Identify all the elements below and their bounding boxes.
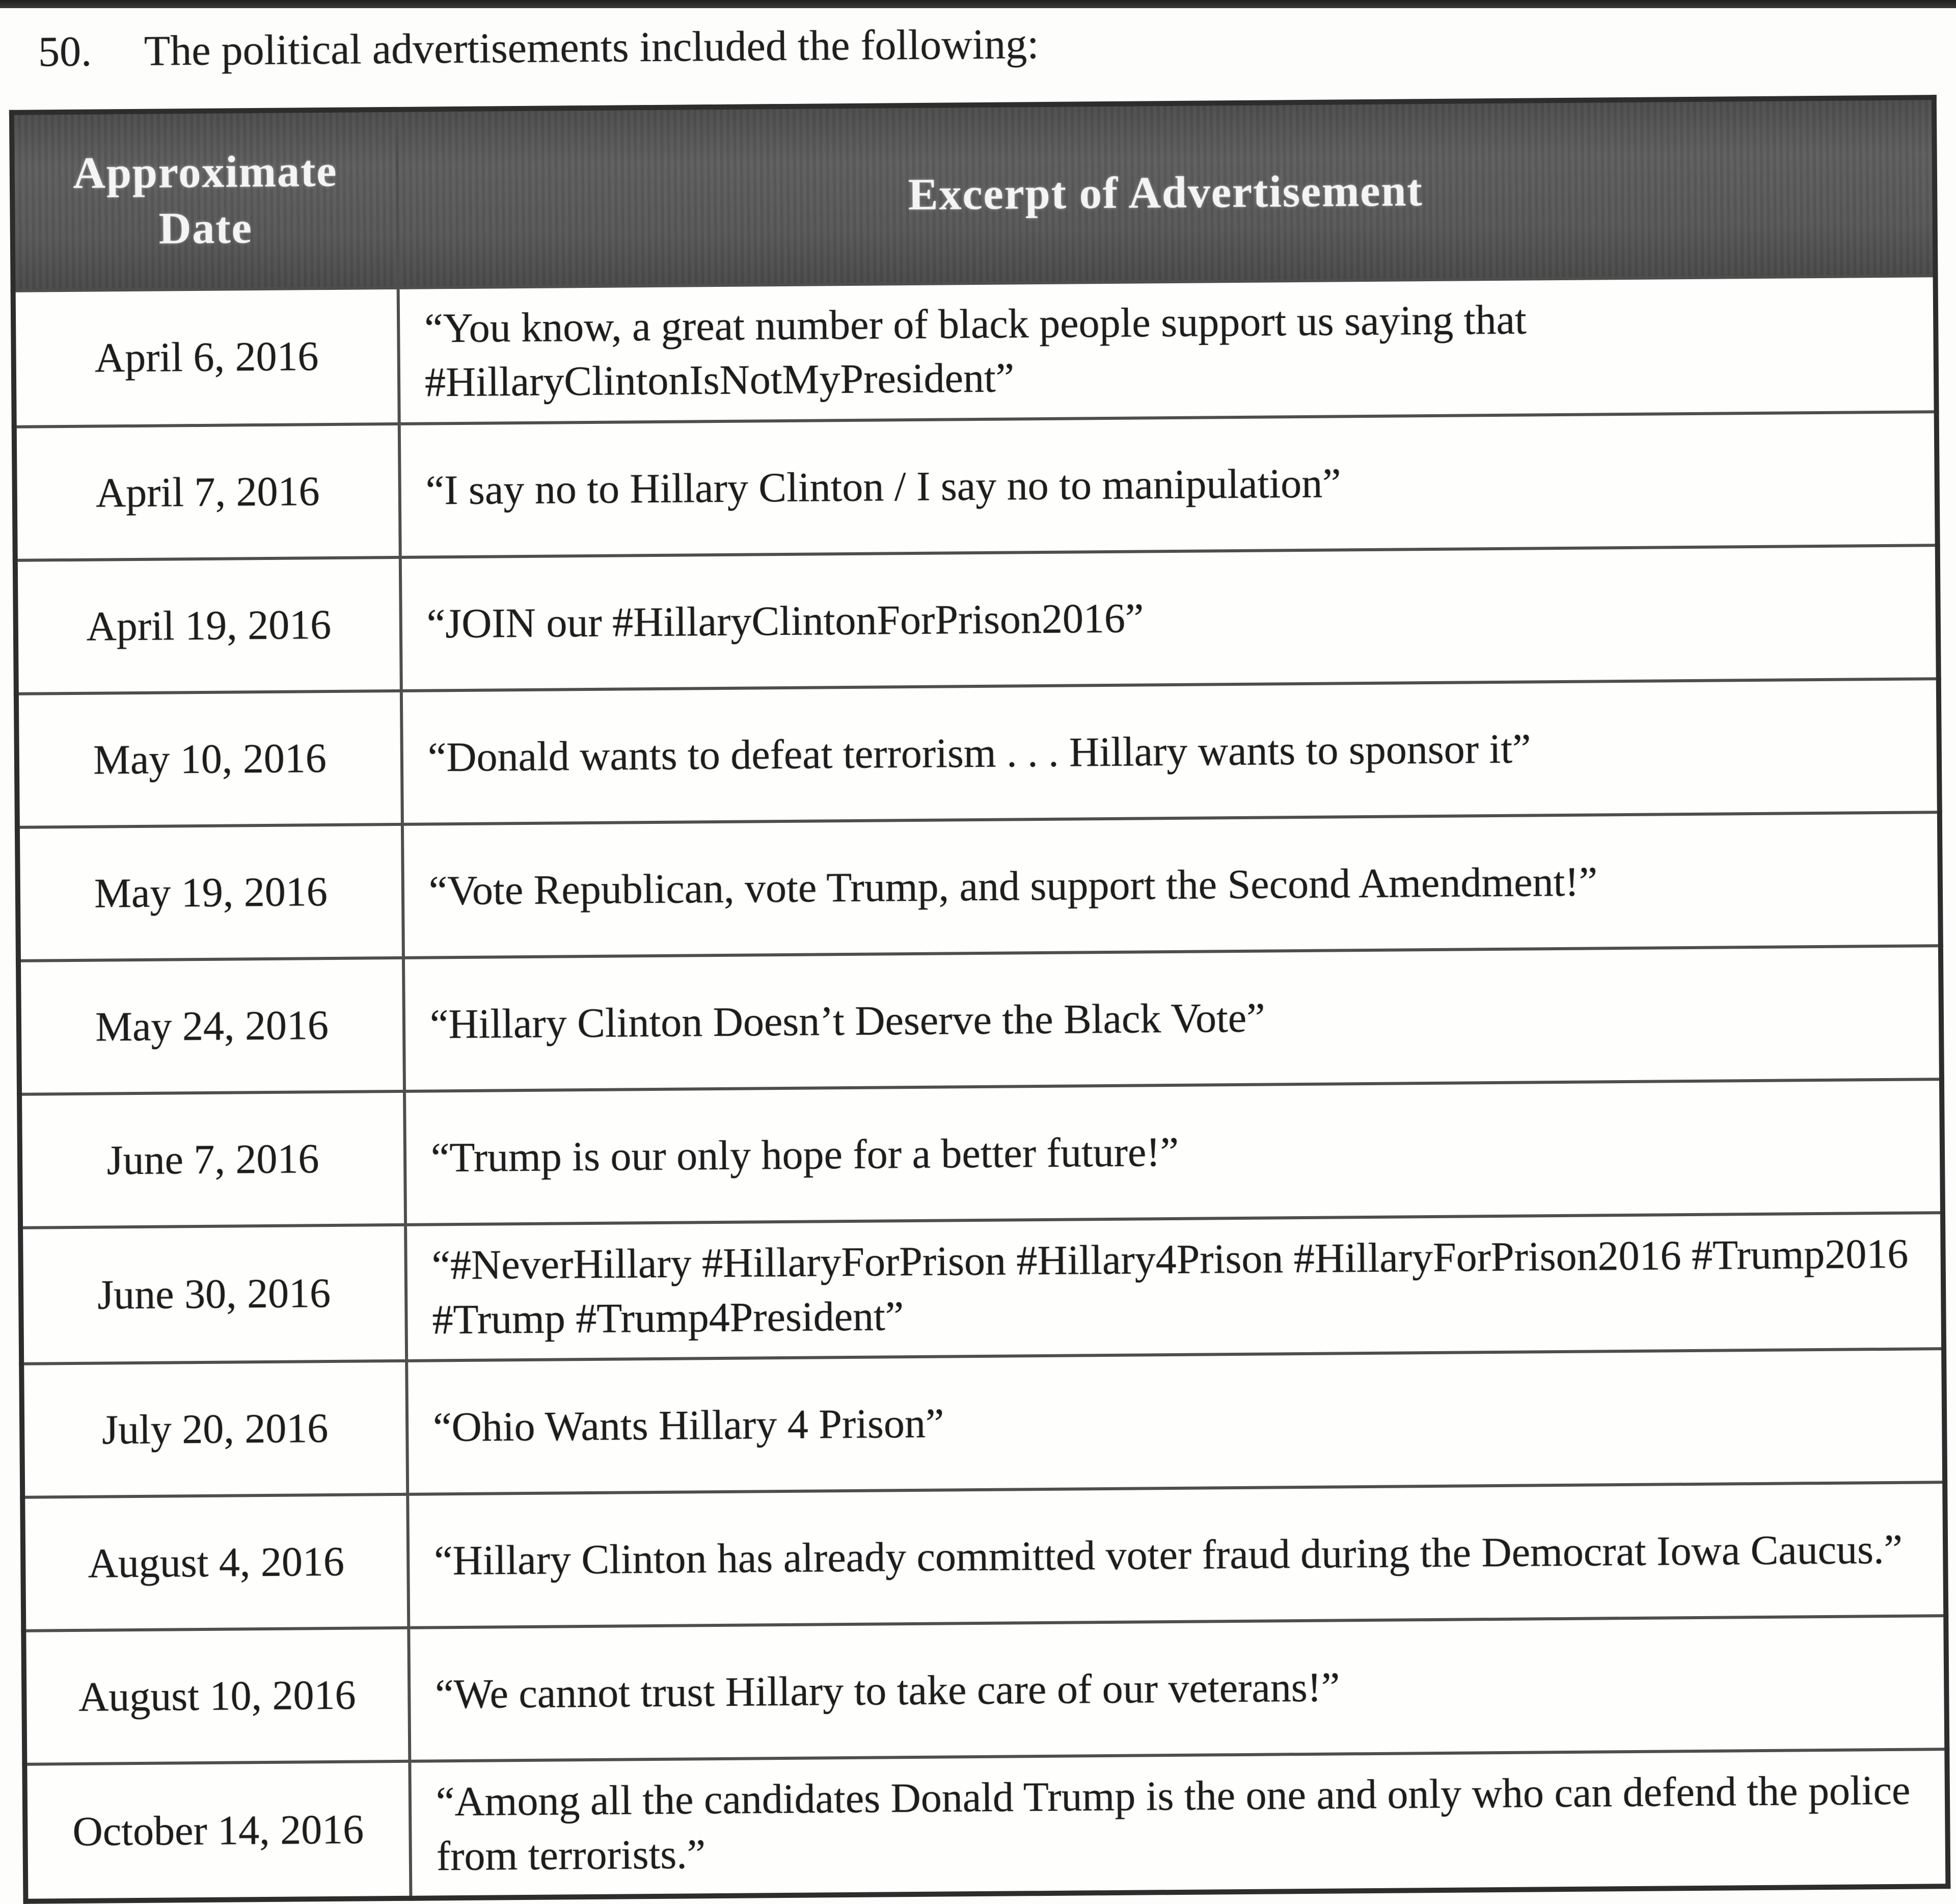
column-header-excerpt-of-advertisement: Excerpt of Advertisement [397,97,1936,288]
excerpt-cell: “Hillary Clinton Doesn’t Deserve the Black Vote” [403,946,1942,1091]
date-cell: April 6, 2016 [13,288,399,427]
date-cell: October 14, 2016 [24,1761,411,1901]
table-row [20,1213,1944,1364]
excerpt-cell: “Hillary Clinton has already committed voter fraud during the Democrat Iowa Caucus.” [408,1482,1946,1628]
date-cell: April 19, 2016 [15,557,401,694]
table-row [17,812,1941,961]
excerpt-cell: “Donald wants to defeat terrorism . . . Hillary wants to sponsor it” [401,679,1940,824]
date-cell: August 10, 2016 [23,1628,410,1764]
document-scan [0,1,1956,1904]
paragraph-number: 50. [38,28,92,76]
excerpt-cell: “You know, a great number of black people support us saying that #HillaryClintonIsNotMyPresident” [398,276,1937,424]
advertisements-table [9,95,1951,1904]
date-cell: June 30, 2016 [20,1225,406,1364]
date-cell: August 4, 2016 [22,1494,409,1631]
date-cell: May 19, 2016 [17,824,403,961]
excerpt-cell: “Among all the candidates Donald Trump is the one and only who can defend the police from terrorists.” [410,1749,1948,1898]
table-row [22,1482,1946,1631]
table-row [15,545,1939,694]
table-row [24,1749,1948,1901]
paragraph-50 [38,12,1951,78]
table-row [18,946,1942,1094]
table-row [13,276,1937,427]
table-header [12,97,1936,291]
excerpt-cell: “We cannot trust Hillary to take care of our veterans!” [409,1616,1947,1761]
table-row [23,1616,1947,1764]
date-cell: May 10, 2016 [16,691,402,827]
date-cell: April 7, 2016 [14,424,400,560]
date-cell: June 7, 2016 [19,1091,405,1228]
paragraph-text: The political advertisements included the following: [144,20,1039,75]
header-row [12,97,1936,291]
excerpt-cell: “JOIN our #HillaryClintonForPrison2016” [400,545,1939,691]
column-header-approximate-date: Approximate Date [12,110,398,291]
excerpt-cell: “#NeverHillary #HillaryForPrison #Hillary4Prison #HillaryForPrison2016 #Trump2016 #Trump #Trump4President” [405,1213,1944,1361]
table-row [19,1079,1943,1228]
excerpt-cell: “Trump is our only hope for a better future!” [404,1079,1943,1225]
excerpt-cell: “Vote Republican, vote Trump, and support the Second Amendment!” [402,812,1941,958]
excerpt-cell: “I say no to Hillary Clinton / I say no to manipulation” [399,412,1938,557]
date-cell: May 24, 2016 [18,958,404,1094]
table-row [21,1349,1945,1497]
table-row [16,679,1940,827]
excerpt-cell: “Ohio Wants Hillary 4 Prison” [406,1349,1945,1494]
table-row [14,412,1938,560]
date-cell: July 20, 2016 [21,1361,408,1497]
